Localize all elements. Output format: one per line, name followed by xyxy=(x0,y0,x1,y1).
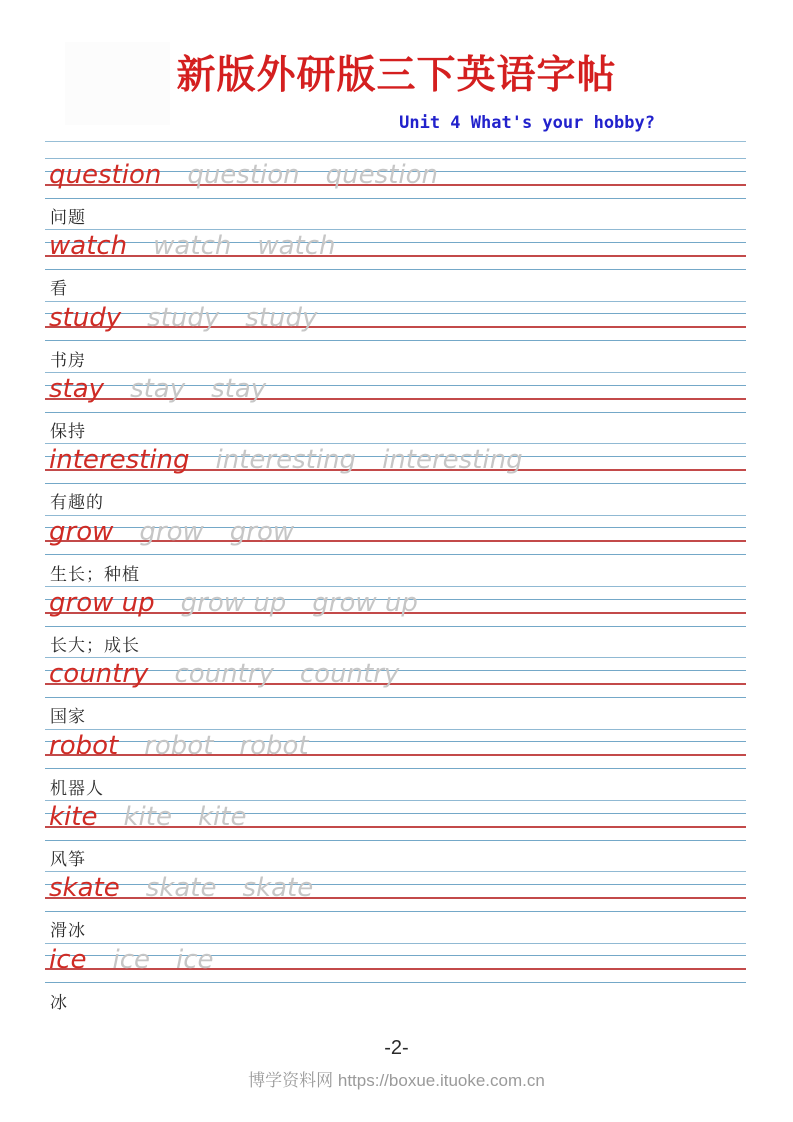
trace-word: watch xyxy=(153,231,232,262)
word-entry xyxy=(45,515,746,586)
word-entry xyxy=(45,871,746,942)
model-word: skate xyxy=(49,873,120,904)
word-row xyxy=(49,871,746,904)
word-meaning: 冰 xyxy=(50,992,68,1012)
trace-word: skate xyxy=(145,873,217,904)
word-entry xyxy=(45,800,746,871)
trace-word: watch xyxy=(257,231,336,262)
trace-word: robot xyxy=(239,730,309,761)
page-title: 新版外研版三下英语字帖 xyxy=(176,54,617,97)
guide-line-bottom xyxy=(45,911,746,912)
unit-title: Unit 4 What's your hobby? xyxy=(399,113,655,133)
model-word: watch xyxy=(49,231,128,262)
word-entry xyxy=(45,372,746,443)
word-row xyxy=(49,443,746,476)
trace-word: ice xyxy=(176,944,214,975)
word-meaning: 有趣的 xyxy=(50,493,104,513)
model-word: robot xyxy=(49,730,119,761)
word-entry xyxy=(45,443,746,514)
word-row xyxy=(49,943,746,973)
trace-word: interesting xyxy=(382,445,523,476)
word-row xyxy=(49,372,746,405)
word-entry xyxy=(45,301,746,372)
word-meaning: 机器人 xyxy=(50,778,104,798)
trace-word: grow xyxy=(139,516,204,547)
guide-line-bottom xyxy=(45,198,746,199)
trace-word: study xyxy=(245,302,318,333)
trace-word: interesting xyxy=(215,445,357,476)
word-entry xyxy=(45,943,746,1014)
word-meaning: 看 xyxy=(50,279,68,299)
word-entry xyxy=(45,586,746,657)
word-row xyxy=(49,800,746,833)
model-word: country xyxy=(49,659,149,690)
guide-line-bottom xyxy=(45,554,746,555)
page-number: -2- xyxy=(384,1037,409,1059)
model-word: stay xyxy=(49,374,105,405)
word-entry xyxy=(45,229,746,300)
word-row xyxy=(49,301,746,331)
word-meaning: 风筝 xyxy=(50,850,86,870)
word-row xyxy=(49,586,746,619)
trace-word: study xyxy=(147,302,220,333)
guide-line-bottom xyxy=(45,340,746,341)
guide-line-bottom xyxy=(45,768,746,769)
guide-line-bottom xyxy=(45,697,746,698)
word-row xyxy=(49,515,746,545)
word-meaning: 问题 xyxy=(50,208,86,227)
trace-word: robot xyxy=(144,730,214,761)
word-row xyxy=(49,158,746,188)
trace-word: kite xyxy=(123,802,172,833)
model-word: grow xyxy=(49,516,114,547)
word-row xyxy=(49,657,746,690)
trace-word: stay xyxy=(130,374,186,405)
word-entry xyxy=(45,729,746,800)
trace-word: grow xyxy=(229,516,295,547)
word-entry xyxy=(45,158,746,229)
word-entry-list xyxy=(45,158,746,1014)
trace-word: grow up xyxy=(312,588,418,619)
guide-line-bottom xyxy=(45,483,746,484)
trace-word: stay xyxy=(211,374,267,405)
trace-word: grow up xyxy=(180,588,287,619)
word-row xyxy=(49,729,746,759)
model-word: ice xyxy=(49,944,87,975)
footer-site-link[interactable]: 博学资料网 https://boxue.ituoke.com.cn xyxy=(248,1071,545,1090)
trace-word: ice xyxy=(112,944,151,975)
model-word: question xyxy=(49,160,162,190)
guide-line-bottom xyxy=(45,626,746,627)
word-meaning: 国家 xyxy=(50,707,86,727)
trace-word: country xyxy=(174,659,274,690)
guide-line-bottom xyxy=(45,982,746,983)
model-word: kite xyxy=(49,802,98,833)
word-entry xyxy=(45,657,746,728)
word-meaning: 保持 xyxy=(50,422,86,442)
sheet-top-border-line xyxy=(45,141,746,142)
word-meaning: 生长；种植 xyxy=(50,564,140,584)
trace-word: question xyxy=(187,160,300,190)
word-meaning: 滑冰 xyxy=(50,921,86,941)
trace-word: question xyxy=(325,160,438,190)
guide-line-bottom xyxy=(45,269,746,270)
guide-line-bottom xyxy=(45,412,746,413)
trace-word: kite xyxy=(197,802,247,833)
trace-word: country xyxy=(299,659,400,690)
word-row xyxy=(49,229,746,262)
model-word: grow up xyxy=(49,588,155,619)
trace-word: skate xyxy=(242,873,314,904)
model-word: study xyxy=(49,302,122,333)
guide-line-bottom xyxy=(45,840,746,841)
word-meaning: 书房 xyxy=(50,350,86,370)
model-word: interesting xyxy=(49,445,190,476)
word-meaning: 长大；成长 xyxy=(50,636,140,656)
